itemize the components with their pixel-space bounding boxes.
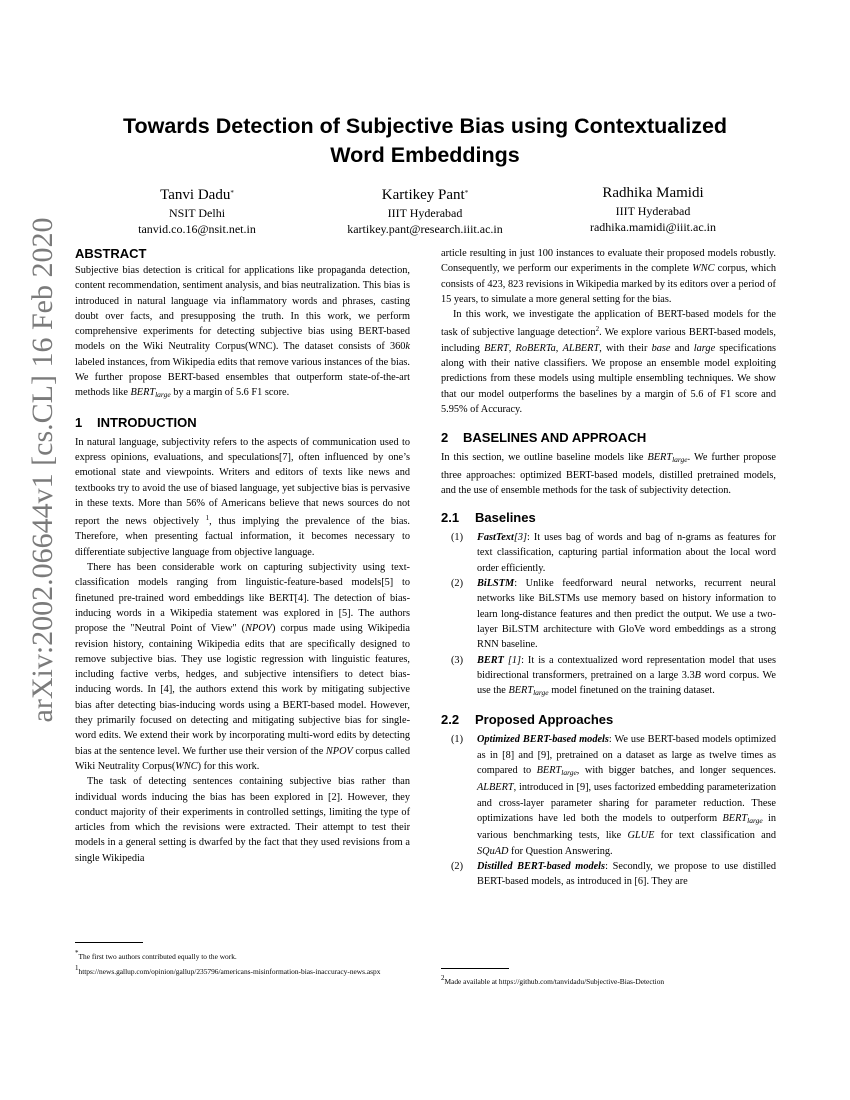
section-2-paragraph: In this section, we outline baseline models like $BERT_{large}$. We further propose three approaches: optimized BERT-based models, distilled pretrained models, and the use of ensemble methods for the task of subjectivity detection.: [441, 452, 776, 496]
author-block-1: [77, 183, 317, 237]
baseline-item-fasttext: (1) FastText[3]: It uses bag of words and bag of n-grams as features for text classification, capturing partial information about the local word order efficiently.: [451, 532, 776, 574]
arxiv-stamp: arXiv:2002.06644v1 [cs.CL] 16 Feb 2020: [26, 217, 59, 723]
footnote-star: *The first two authors contributed equally to the work.: [75, 949, 237, 961]
abstract-text: Subjective bias detection is critical for applications like propaganda detection, content recommendation, sentiment analysis, and bias neutralization. This bias is introduced in natural language via inflammatory words and phrases, casting doubt over facts, and presupposing the truth. In this work, we perform comprehensive experiments for detecting subjective bias using BERT-based models on the Wiki Neutrality Corpus(WNC). The dataset consists of 360k labeled instances, from Wikipedia edits that remove various instances of the bias. We further propose BERT-based ensembles that outperform state-of-the-art methods like $BERT_{large}$ by a margin of 5.6 F1 score.: [75, 265, 410, 400]
footnote-rule-left: [75, 942, 143, 943]
paper-title: [60, 112, 790, 170]
right-column: [441, 246, 776, 889]
author-block-3: [533, 183, 773, 235]
author-affiliation: NSIT Delhi: [168, 206, 226, 220]
intro-continued-paragraph: article resulting in just 100 instances to evaluate their proposed models robustly. Consequently, we perform our experiments in the complete WNC corpus, which consists of 423, 823 revisions in Wikipedia marked by its editors over a period of 15 years, to simulate a more general setting for the bias.: [441, 248, 776, 305]
section-2-heading: 2 BASELINES AND APPROACH: [441, 430, 647, 446]
subsection-2-1-heading: 2.1 Baselines: [441, 510, 536, 526]
author-name: Tanvi Dadu*: [160, 187, 234, 203]
author-name: Radhika Mamidi: [602, 185, 704, 201]
title-line-2: Word Embeddings: [330, 143, 520, 167]
author-block-2: [305, 183, 545, 237]
abstract-heading: ABSTRACT: [75, 246, 147, 261]
footnotes-left: [75, 948, 410, 977]
proposed-item-optimized: (1) Optimized BERT-based models: We use BERT-based models optimized as in [8] and [9], pretrained on a dataset as large as twelve times as compared to $BERT_{large}$, with bigger batches, and longer sequences. ALBERT, introduced in [9], uses factorized embedding parameterization and cross-layer parameter sharing for parameter reduction. These optimizations have led both the models to outperform $BERT_{large}$ in various benchmarking tests, like GLUE for text classification and SQuAD for Question Answering.: [451, 734, 776, 857]
baseline-item-bilstm: (2) BiLSTM: Unlike feedforward neural networks, recurrent neural networks like BiLSTMs use memory based on history information to learn long-distance features and then predict the output. We use a two-layer BiLSTM architecture with GloVe word embeddings as a strong RNN baseline.: [451, 578, 776, 651]
footnote-rule-right: [441, 968, 509, 969]
intro-heading: 1 INTRODUCTION: [75, 414, 197, 430]
author-affiliation: IIIT Hyderabad: [615, 204, 691, 218]
intro-paragraph-3: The task of detecting sentences containing subjective bias rather than individual words inducing the bias has been explored in [2]. However, they conduct majority of their experiments in controlled settings, limiting the type of articles from which the revisions were extracted. Their attempt to test their models in a general setting is dwarfed by the fact that they used revisions from a single Wikipedia: [75, 776, 410, 864]
baselines-list: [441, 530, 776, 700]
author-email[interactable]: kartikey.pant@research.iiit.ac.in: [347, 222, 503, 236]
author-name: Kartikey Pant*: [381, 187, 469, 203]
baseline-item-bert: (3) BERT [1]: It is a contextualized word representation model that uses bidirectional transformers, pretrained on a large 3.3B word corpus. We use the $BERT_{large}$ model finetuned on the training dataset.: [451, 654, 776, 698]
intro-paragraph-1: In natural language, subjectivity refers to the aspects of communication used to express opinions, evaluations, and speculations[7], often influenced by one’s emotional state and viewpoints. Writers and editors of texts like news and textbooks try to avoid the use of biased language, yet subjective bias is pervasive in these texts. More than 56% of Americans believe that news sources do not report the news objectively $^1$, thus implying the prevalence of the bias. Therefore, when presenting factual information, it becomes necessary to differentiate subjective language from objective language.: [75, 436, 410, 558]
footnote-1: 1https://news.gallup.com/opinion/gallup/235796/americans-misinformation-bias-inaccuracy-news.aspx: [75, 963, 381, 976]
proposed-list: [441, 732, 776, 889]
author-email[interactable]: radhika.mamidi@iiit.ac.in: [589, 220, 717, 234]
footnote-right: [441, 973, 776, 988]
intro-paragraph-4: In this work, we investigate the application of BERT-based models for the task of subjective language detection$^2$. We explore various BERT-based models, including BERT, RoBERTa, ALBERT, with their base and large specifications along with their native classifiers. We propose an ensemble model exploiting predictions from these models using multiple ensembling techniques. We show that our model outperforms the baselines by a margin of 5.6 of F1 score and 5.95% of Accuracy.: [441, 309, 776, 415]
intro-paragraph-2: There has been considerable work on capturing subjectivity using text-classification models ranging from linguistic-feature-based models[5] to finetuned pre-trained word embeddings like BERT[4]. The detection of bias-inducing words in a Wikipedia statement was explored in [5]. The authors propose the "Neutral Point of View" (NPOV) corpus made using Wikipedia revision history, containing Wikipedia edits that are specifically designed to remove subjective bias. They use logistic regression with linguistic features, including factive verbs, hedges, and subjective intensifiers to detect bias-inducing words. In [4], the authors extend this work by mitigating subjective bias after detecting bias-inducing words using a BERT-based model. However, they primarily focused on detecting and mitigating subjective bias for single-word edits. We extend their work by incorporating multi-word edits by detecting bias at the sentence level. We further use their version of the NPOV corpus called Wiki Neutrality Corpus(WNC) for this work.: [75, 562, 410, 772]
left-column: [75, 246, 410, 866]
subsection-2-2-heading: 2.2 Proposed Approaches: [441, 712, 614, 728]
proposed-item-distilled: (2) Distilled BERT-based models: Secondly, we propose to use distilled BERT-based models, as introduced in [6]. They are: [451, 860, 776, 888]
footnote-2: 2Made available at https://github.com/tanvidadu/Subjective-Bias-Detection: [441, 974, 665, 986]
author-affiliation: IIIT Hyderabad: [387, 206, 463, 220]
author-email[interactable]: tanvid.co.16@nsit.net.in: [138, 222, 256, 236]
title-line-1: Towards Detection of Subjective Bias using Contextualized: [122, 114, 728, 138]
